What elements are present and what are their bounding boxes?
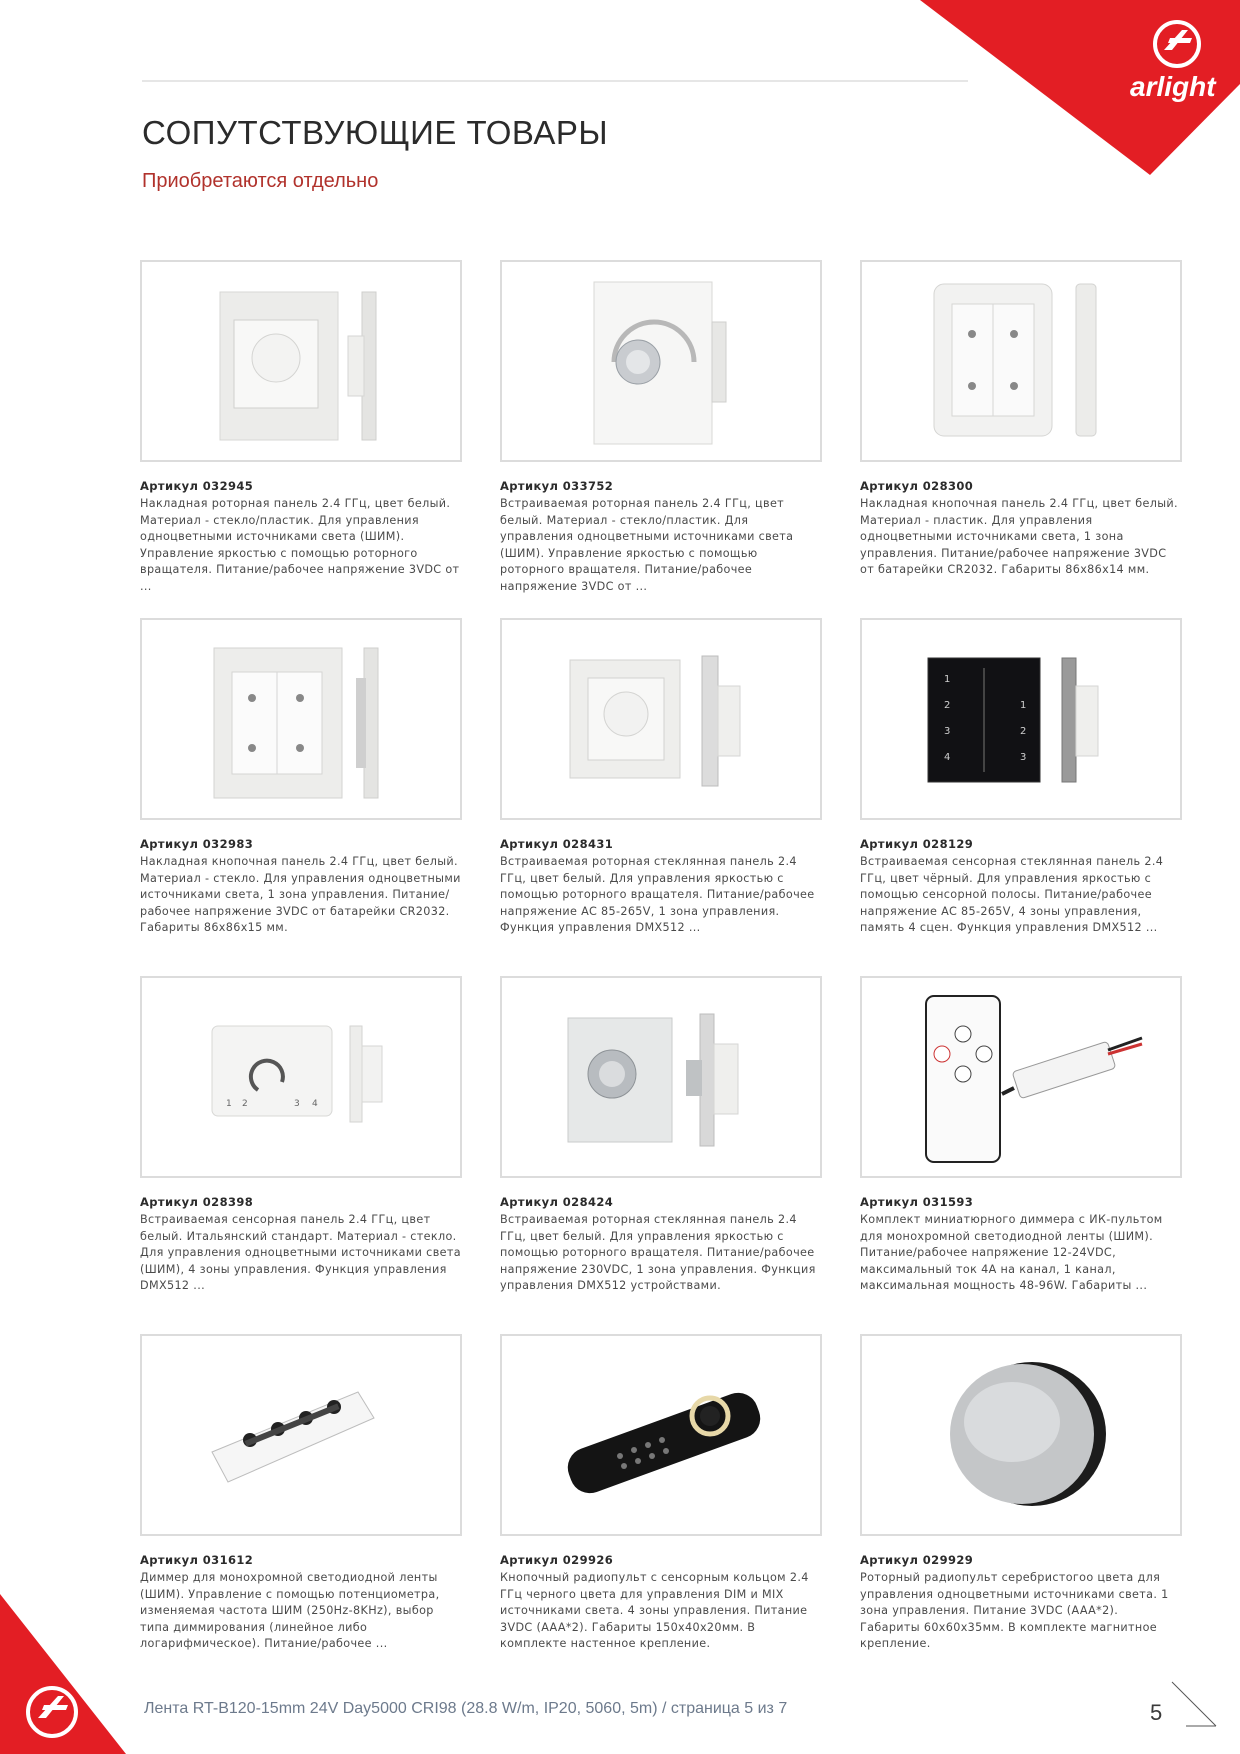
product-article: Артикул 033752 bbox=[500, 479, 614, 493]
product-card[interactable] bbox=[860, 976, 1182, 1295]
product-image bbox=[140, 260, 462, 462]
header-divider bbox=[142, 80, 968, 82]
product-card[interactable] bbox=[500, 1334, 822, 1653]
page-title: СОПУТСТВУЮЩИЕ ТОВАРЫ bbox=[142, 114, 609, 151]
product-article: Артикул 031612 bbox=[140, 1553, 254, 1567]
product-card[interactable] bbox=[860, 618, 1182, 937]
svg-text:3: 3 bbox=[944, 726, 951, 737]
page-subtitle: Приобретаются отдельно bbox=[142, 170, 379, 192]
product-article: Артикул 028424 bbox=[500, 1195, 614, 1209]
svg-text:2: 2 bbox=[1020, 726, 1027, 737]
product-article: Артикул 029929 bbox=[860, 1553, 974, 1567]
product-description: Комплект миниатюрного диммера с ИК-пультом для монохромной светодиодной ленты (ШИМ). Питание/рабочее напряжение 12-24VDC, максимальный ток 4А на канал, 1 канал, максимальная мощность 48-96W. Габариты ... bbox=[860, 1213, 1163, 1293]
footer-document-title: Лента RT-B120-15mm 24V Day5000 CRI98 (28.8 W/m, IP20, 5060, 5m) / страница 5 из 7 bbox=[144, 1700, 788, 1717]
product-description: Роторный радиопульт серебристогоо цвета для управления одноцветными источниками света. 1 зона управления. Питание 3VDC (AAA*2). Габариты 60х60х35мм. В комплекте магнитное крепление. bbox=[860, 1571, 1169, 1651]
product-description: Встраиваемая сенсорная панель 2.4 ГГц, цвет белый. Итальянский стандарт. Материал - стекло. Для управления одноцветными источниками света (ШИМ), 4 зоны управления. Функция управления DMX512 ... bbox=[140, 1213, 461, 1293]
brand-corner-bottom bbox=[0, 1594, 150, 1754]
logo-wordmark: arlight bbox=[1130, 71, 1216, 102]
product-image bbox=[860, 976, 1182, 1178]
product-card[interactable] bbox=[500, 976, 822, 1295]
product-image bbox=[140, 976, 462, 1178]
product-description: Встраиваемая сенсорная стеклянная панель 2.4 ГГц, цвет чёрный. Для управления яркостью с помощью сенсорной полосы. Питание/рабочее напряжение AC 85-265V, 4 зоны управления, память 4 сцен. Функция управления DMX512 ... bbox=[860, 855, 1164, 935]
svg-text:2: 2 bbox=[242, 1099, 248, 1109]
product-card[interactable] bbox=[140, 260, 462, 596]
product-image bbox=[860, 260, 1182, 462]
product-image bbox=[500, 1334, 822, 1536]
page-corner-line bbox=[1168, 1680, 1218, 1728]
page-number: 5 bbox=[1150, 1700, 1163, 1725]
product-article: Артикул 029926 bbox=[500, 1553, 614, 1567]
product-image bbox=[140, 618, 462, 820]
svg-text:3: 3 bbox=[1020, 752, 1027, 763]
product-article: Артикул 028431 bbox=[500, 837, 614, 851]
svg-text:3: 3 bbox=[294, 1099, 300, 1109]
product-card[interactable] bbox=[860, 260, 1182, 579]
svg-text:4: 4 bbox=[944, 752, 951, 763]
svg-text:1: 1 bbox=[1020, 700, 1027, 711]
svg-text:1: 1 bbox=[226, 1099, 232, 1109]
product-description: Встраиваемая роторная стеклянная панель 2.4 ГГц, цвет белый. Для управления яркостью с помощью роторного вращателя. Питание/рабочее напряжение 230VDC, 1 зона управления. Функция управления DMX512 устройствами. bbox=[500, 1213, 816, 1293]
product-article: Артикул 032983 bbox=[140, 837, 254, 851]
svg-text:1: 1 bbox=[944, 674, 951, 685]
product-card[interactable] bbox=[500, 618, 822, 937]
product-article: Артикул 031593 bbox=[860, 1195, 974, 1209]
brand-corner bbox=[920, 0, 1240, 175]
product-image bbox=[500, 976, 822, 1178]
product-article: Артикул 028300 bbox=[860, 479, 974, 493]
product-article: Артикул 028129 bbox=[860, 837, 974, 851]
product-description: Встраиваемая роторная стеклянная панель 2.4 ГГц, цвет белый. Для управления яркостью с помощью роторного вращателя. Питание/рабочее напряжение AC 85-265V, 1 зона управления. Функция управления DMX512 ... bbox=[500, 855, 815, 935]
product-card[interactable] bbox=[860, 1334, 1182, 1653]
product-image bbox=[140, 1334, 462, 1536]
product-description: Накладная кнопочная панель 2.4 ГГц, цвет белый. Материал - пластик. Для управления одноцветными источниками света, 1 зона управления. Питание/рабочее напряжение 3VDC от батарейки CR2032. Габариты 86х86х14 мм. bbox=[860, 497, 1178, 577]
product-description: Встраиваемая роторная панель 2.4 ГГц, цвет белый. Материал - стекло/пластик. Для управления одноцветными источниками света (ШИМ). Управление яркостью с помощью роторного вращателя. Питание/рабочее напряжение 3VDC от ... bbox=[500, 497, 794, 593]
product-description: Накладная кнопочная панель 2.4 ГГц, цвет белый. Материал - стекло. Для управления одноцветными источниками света, 1 зона управления. Питание/рабочее напряжение 3VDC от батарейки CR2032. Габариты 86х86х15 мм. bbox=[140, 855, 461, 935]
product-description: Кнопочный радиопульт с сенсорным кольцом 2.4 ГГц черного цвета для управления DIM и MIX источниками света. 4 зоны управления. Питание 3VDC (AAA*2). Габариты 150х40х20мм. В комплекте настенное крепление. bbox=[500, 1571, 809, 1651]
product-card[interactable] bbox=[140, 1334, 462, 1653]
product-card[interactable] bbox=[500, 260, 822, 596]
product-image bbox=[500, 618, 822, 820]
svg-text:4: 4 bbox=[312, 1099, 318, 1109]
product-article: Артикул 028398 bbox=[140, 1195, 254, 1209]
product-image bbox=[860, 618, 1182, 820]
product-article: Артикул 032945 bbox=[140, 479, 254, 493]
product-image bbox=[500, 260, 822, 462]
svg-text:2: 2 bbox=[944, 700, 951, 711]
product-description: Диммер для монохромной светодиодной ленты (ШИМ). Управление с помощью потенциометра, изменяемая частота ШИМ (250Hz-8KHz), выбор типа диммирования (линейное либо логарифмическое). Питание/рабочее ... bbox=[140, 1571, 440, 1651]
product-image bbox=[860, 1334, 1182, 1536]
product-description: Накладная роторная панель 2.4 ГГц, цвет белый. Материал - стекло/пластик. Для управления одноцветными источниками света (ШИМ). Управление яркостью с помощью роторного вращателя. Питание/рабочее напряжение 3VDC от ... bbox=[140, 497, 460, 593]
product-card[interactable] bbox=[140, 976, 462, 1295]
product-card[interactable] bbox=[140, 618, 462, 937]
